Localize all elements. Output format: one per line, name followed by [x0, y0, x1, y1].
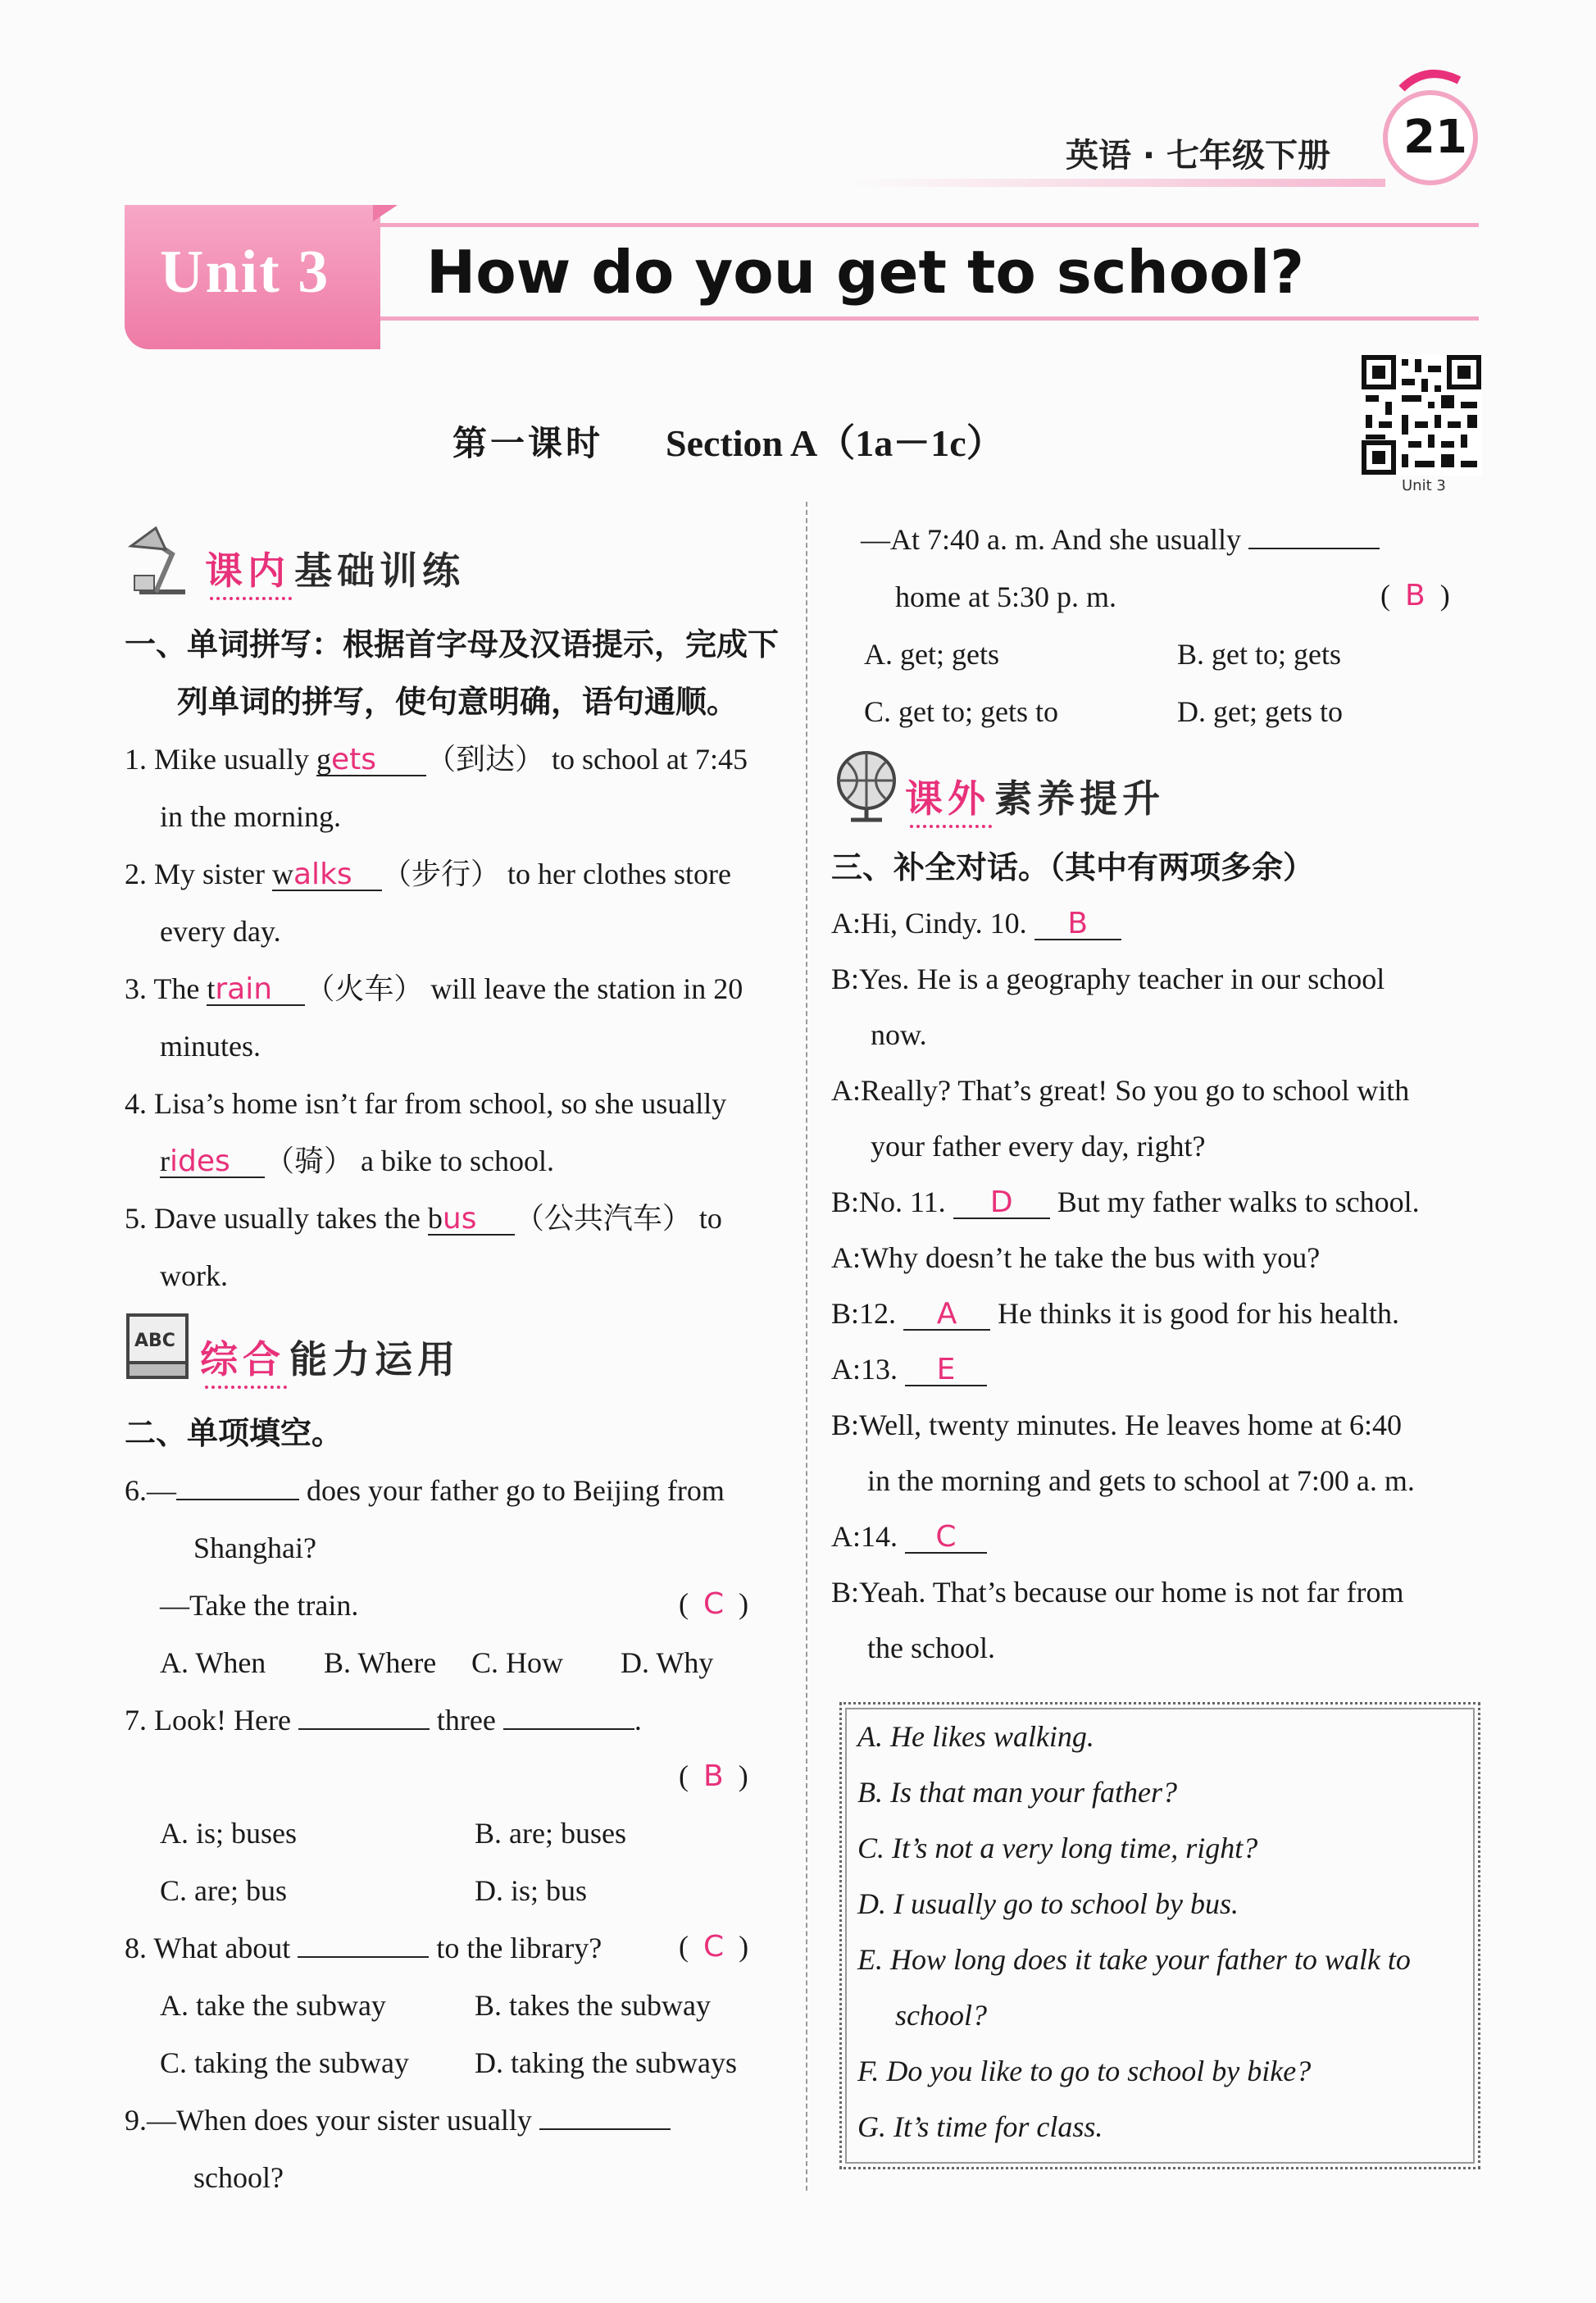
- choice-g: G. It’s time for class.: [857, 2110, 1103, 2143]
- dialogue-line-1: A:Hi, Cindy. 10. B: [831, 905, 1121, 941]
- q3: 3. The train （火车） will leave the station in 20: [125, 972, 743, 1006]
- banner-extracurricular-pink: 课外: [905, 776, 990, 821]
- q8-answer: C: [703, 1930, 725, 1964]
- part1-heading-1: 一、单词拼写：根据首字母及汉语提示，完成下: [125, 626, 780, 662]
- banner-comprehensive-pink: 综合: [200, 1337, 285, 1381]
- header-underline: [853, 179, 1385, 187]
- q7-answer: B: [703, 1759, 724, 1793]
- unit-title: How do you get to school?: [426, 238, 1305, 307]
- dialogue-line-4: B:No. 11. D But my father walks to school.: [831, 1186, 1420, 1219]
- banner-in-class-dots: [210, 597, 292, 600]
- dialogue-line-7: A:13. E: [831, 1351, 987, 1387]
- banner-in-class-pink: 课内: [205, 548, 290, 593]
- q7-options-1: A. is; buses B. are; buses: [160, 1817, 626, 1850]
- dialogue-line-3: A:Really? That’s great! So you go to school with: [831, 1074, 1410, 1107]
- q8-options-2: C. taking the subway D. taking the subways: [160, 2046, 737, 2079]
- q12-answer: A: [936, 1297, 957, 1331]
- lamp-icon: [123, 521, 202, 600]
- dialogue-line-9: A:14. C: [831, 1518, 987, 1554]
- dialogue-line-6: B:12. A He thinks it is good for his health.: [831, 1297, 1399, 1331]
- lesson-section: Section A（1a－1c）: [666, 422, 1004, 464]
- dialogue-line-3-cont: your father every day, right?: [871, 1130, 1206, 1163]
- q13-answer: E: [936, 1353, 956, 1386]
- banner-in-class-dark: 基础训练: [294, 548, 466, 593]
- banner-comprehensive-dots: [205, 1386, 287, 1389]
- unit-label: Unit 3: [160, 239, 330, 306]
- q4-cont: rides （骑） a bike to school.: [160, 1145, 554, 1178]
- q3-cont: minutes.: [160, 1030, 261, 1063]
- q8: 8. What about to the library?: [125, 1932, 602, 1964]
- q5: 5. Dave usually takes the bus （公共汽车） to: [125, 1202, 722, 1236]
- unit-label-corner: [373, 205, 398, 221]
- part1-heading-2: 列单词的拼写，使句意明确，语句通顺。: [177, 683, 739, 720]
- dialogue-line-2: B:Yes. He is a geography teacher in our school: [831, 963, 1385, 995]
- choice-b: B. Is that man your father?: [857, 1776, 1177, 1809]
- q10-answer: B: [1067, 907, 1089, 940]
- q8-options-1: A. take the subway B. takes the subway: [160, 1989, 711, 2022]
- dialogue-line-2-cont: now.: [871, 1018, 927, 1051]
- banner-extracurricular-dark: 素养提升: [994, 776, 1166, 821]
- choice-a: A. He likes walking.: [857, 1720, 1094, 1753]
- dialogue-line-8: B:Well, twenty minutes. He leaves home at 6:40: [831, 1409, 1402, 1441]
- unit-title-top-rule: [380, 223, 1479, 227]
- book-title: 英语 · 七年级下册: [1066, 137, 1331, 175]
- q9-answer: B: [1405, 579, 1425, 612]
- q1: 1. Mike usually gets （到达） to school at 7:45: [125, 743, 748, 776]
- q6-options: A. When B. Where C. How D. Why: [160, 1646, 714, 1679]
- q1-cont: in the morning.: [160, 800, 341, 833]
- q11-answer: D: [989, 1186, 1013, 1219]
- banner-extracurricular-dots: [910, 825, 992, 828]
- q6: 6.— does your father go to Beijing from: [125, 1474, 725, 1507]
- q5-answer: us: [442, 1202, 477, 1236]
- q9-answer-box: ( B ): [1380, 579, 1450, 612]
- q9-reply-2: home at 5:30 p. m.: [895, 580, 1116, 613]
- q7-answer-box: ( B ): [679, 1759, 748, 1793]
- banner-extracurricular: [905, 769, 1165, 823]
- choice-c: C. It’s not a very long time, right?: [857, 1832, 1258, 1864]
- choice-f: F. Do you like to go to school by bike?: [857, 2055, 1312, 2087]
- lesson-period: 第一课时: [452, 423, 604, 463]
- q2: 2. My sister walks （步行） to her clothes store: [125, 858, 731, 891]
- q6-reply: —Take the train.: [160, 1589, 359, 1622]
- banner-in-class: [205, 541, 465, 595]
- part2-heading: 二、单项填空。: [125, 1414, 343, 1451]
- q9: 9.—When does your sister usually: [125, 2102, 671, 2138]
- q9-options-1: A. get; gets B. get to; gets: [864, 638, 1341, 671]
- q9-reply-1: —At 7:40 a. m. And she usually: [861, 521, 1380, 558]
- dialogue-line-10-cont: the school.: [867, 1632, 995, 1664]
- qr-code-icon[interactable]: [1361, 354, 1482, 476]
- dialogue-line-8-cont: in the morning and gets to school at 7:00 a. m.: [867, 1464, 1415, 1497]
- globe-icon: [831, 746, 902, 825]
- choice-e-cont: school?: [895, 1999, 987, 2032]
- q2-answer: alks: [293, 858, 352, 891]
- svg-text:ABC: ABC: [134, 1331, 175, 1351]
- q4-answer: ides: [170, 1145, 230, 1178]
- choice-e: E. How long does it take your father to walk to: [857, 1943, 1411, 1976]
- q1-answer: ets: [330, 743, 377, 776]
- q7: 7. Look! Here three .: [125, 1704, 642, 1736]
- q7-options-2: C. are; bus D. is; bus: [160, 1874, 588, 1907]
- part3-heading: 三、补全对话。（其中有两项多余）: [831, 849, 1315, 885]
- qr-caption: Unit 3: [1402, 477, 1446, 494]
- q2-cont: every day.: [160, 915, 281, 948]
- q6-answer-box: ( C ): [679, 1587, 749, 1621]
- banner-comprehensive-dark: 能力运用: [289, 1337, 461, 1381]
- q6-answer: C: [703, 1587, 725, 1621]
- q8-answer-box: ( C ): [679, 1930, 749, 1964]
- q9-options-2: C. get to; gets to D. get; gets to: [864, 695, 1343, 728]
- q3-answer: rain: [215, 972, 273, 1006]
- q14-answer: C: [935, 1520, 957, 1554]
- q4: 4. Lisa’s home isn’t far from school, so she usually: [125, 1087, 727, 1120]
- q9-cont: school?: [193, 2161, 284, 2194]
- q6-cont: Shanghai?: [193, 1532, 316, 1564]
- unit-title-bottom-rule: [380, 316, 1479, 321]
- q5-cont: work.: [160, 1259, 228, 1292]
- choice-d: D. I usually go to school by bus.: [857, 1887, 1239, 1920]
- dialogue-line-10: B:Yeah. That’s because our home is not far from: [831, 1576, 1404, 1609]
- dialogue-line-5: A:Why doesn’t he take the bus with you?: [831, 1241, 1321, 1274]
- column-divider: [806, 502, 807, 2191]
- banner-comprehensive: [200, 1330, 460, 1384]
- abc-book-icon: [123, 1310, 193, 1386]
- choices-box: [839, 1702, 1480, 2169]
- page-number: 21: [1403, 111, 1467, 164]
